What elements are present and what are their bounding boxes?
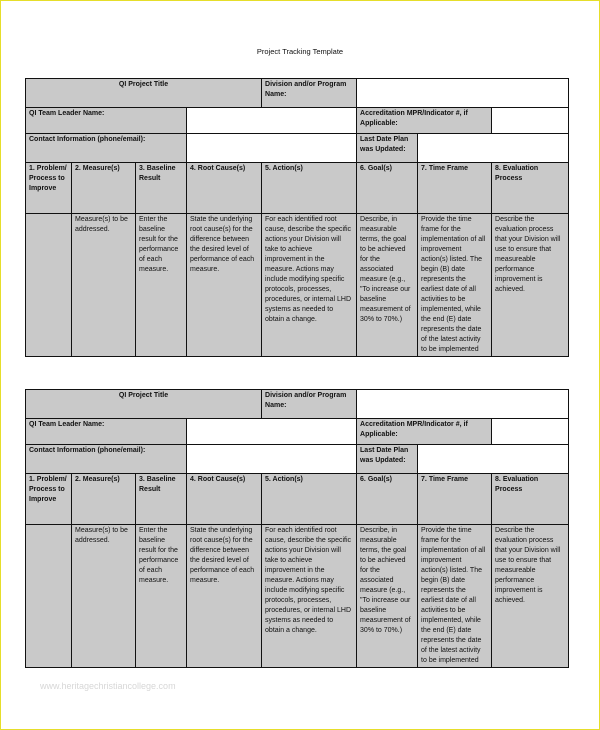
description-cell: Enter the baseline result for the performance of each measure. — [136, 525, 187, 668]
last-date-label: Last Date Plan was Updated: — [357, 134, 418, 163]
description-cell: Measure(s) to be addressed. — [72, 214, 136, 357]
team-leader-field[interactable] — [187, 419, 357, 445]
description-cell: Enter the baseline result for the performance of each measure. — [136, 214, 187, 357]
division-program-field[interactable] — [357, 390, 569, 419]
qi-project-title-label: QI Project Title — [26, 390, 262, 419]
accreditation-field[interactable] — [492, 108, 569, 134]
column-header: 2. Measure(s) — [72, 474, 136, 525]
watermark-text: www.heritagechristiancollege.com — [40, 681, 176, 691]
description-cell: For each identified root cause, describe the specific actions your Division will take to achieve improvement in the measure. Actions may include modifying specific protocols, processes, procedures, or internal LHD systems as needed to obtain a change. — [262, 214, 357, 357]
contact-field[interactable] — [187, 445, 357, 474]
column-header: 8. Evaluation Process — [492, 474, 569, 525]
column-header: 3. Baseline Result — [136, 163, 187, 214]
team-leader-label: QI Team Leader Name: — [26, 419, 187, 445]
column-header: 1. Problem/ Process to Improve — [26, 474, 72, 525]
description-cell: State the underlying root cause(s) for the difference between the desired level of performance of each measure. — [187, 214, 262, 357]
description-cell: Describe the evaluation process that your Division will use to ensure that measureable performance improvement is achieved. — [492, 214, 569, 357]
column-header: 3. Baseline Result — [136, 474, 187, 525]
contact-label: Contact Information (phone/email): — [26, 445, 187, 474]
column-header: 5. Action(s) — [262, 163, 357, 214]
column-header: 6. Goal(s) — [357, 474, 418, 525]
description-cell — [26, 525, 72, 668]
column-header: 4. Root Cause(s) — [187, 163, 262, 214]
column-header: 4. Root Cause(s) — [187, 474, 262, 525]
description-cell: Describe, in measurable terms, the goal to be achieved for the associated measure (e.g., "To increase our baseline measurement of 30% to 70%.) — [357, 525, 418, 668]
description-cell — [26, 214, 72, 357]
last-date-label: Last Date Plan was Updated: — [357, 445, 418, 474]
description-cell: State the underlying root cause(s) for the difference between the desired level of performance of each measure. — [187, 525, 262, 668]
column-header: 2. Measure(s) — [72, 163, 136, 214]
qi-project-title-label: QI Project Title — [26, 79, 262, 108]
column-header: 7. Time Frame — [418, 474, 492, 525]
team-leader-label: QI Team Leader Name: — [26, 108, 187, 134]
column-header: 5. Action(s) — [262, 474, 357, 525]
column-header: 1. Problem/ Process to Improve — [26, 163, 72, 214]
column-header: 7. Time Frame — [418, 163, 492, 214]
description-cell: Measure(s) to be addressed. — [72, 525, 136, 668]
last-date-field[interactable] — [418, 445, 569, 474]
description-cell: Describe the evaluation process that your Division will use to ensure that measureable performance improvement is achieved. — [492, 525, 569, 668]
accreditation-field[interactable] — [492, 419, 569, 445]
accreditation-label: Accreditation MPR/Indicator #, if Applicable: — [357, 419, 492, 445]
tracking-table-1-body — [25, 78, 568, 357]
column-header: 8. Evaluation Process — [492, 163, 569, 214]
contact-label: Contact Information (phone/email): — [26, 134, 187, 163]
last-date-field[interactable] — [418, 134, 569, 163]
tracking-table-2 — [25, 389, 568, 668]
division-program-field[interactable] — [357, 79, 569, 108]
team-leader-field[interactable] — [187, 108, 357, 134]
division-program-label: Division and/or Program Name: — [262, 390, 357, 419]
division-program-label: Division and/or Program Name: — [262, 79, 357, 108]
description-cell: Describe, in measurable terms, the goal to be achieved for the associated measure (e.g., "To increase our baseline measurement of 30% to 70%.) — [357, 214, 418, 357]
description-cell: Provide the time frame for the implementation of all improvement action(s) listed. The begin (B) date represents the earliest date of all activities to be implemented, while the end (E) date represents the date of the latest activity to be implemented — [418, 525, 492, 668]
accreditation-label: Accreditation MPR/Indicator #, if Applicable: — [357, 108, 492, 134]
column-header: 6. Goal(s) — [357, 163, 418, 214]
contact-field[interactable] — [187, 134, 357, 163]
description-cell: For each identified root cause, describe the specific actions your Division will take to achieve improvement in the measure. Actions may include modifying specific protocols, processes, procedures, or internal LHD systems as needed to obtain a change. — [262, 525, 357, 668]
description-cell: Provide the time frame for the implementation of all improvement action(s) listed. The begin (B) date represents the earliest date of all activities to be implemented, while the end (E) date represents the date of the latest activity to be implemented — [418, 214, 492, 357]
document-title: Project Tracking Template — [256, 47, 344, 56]
